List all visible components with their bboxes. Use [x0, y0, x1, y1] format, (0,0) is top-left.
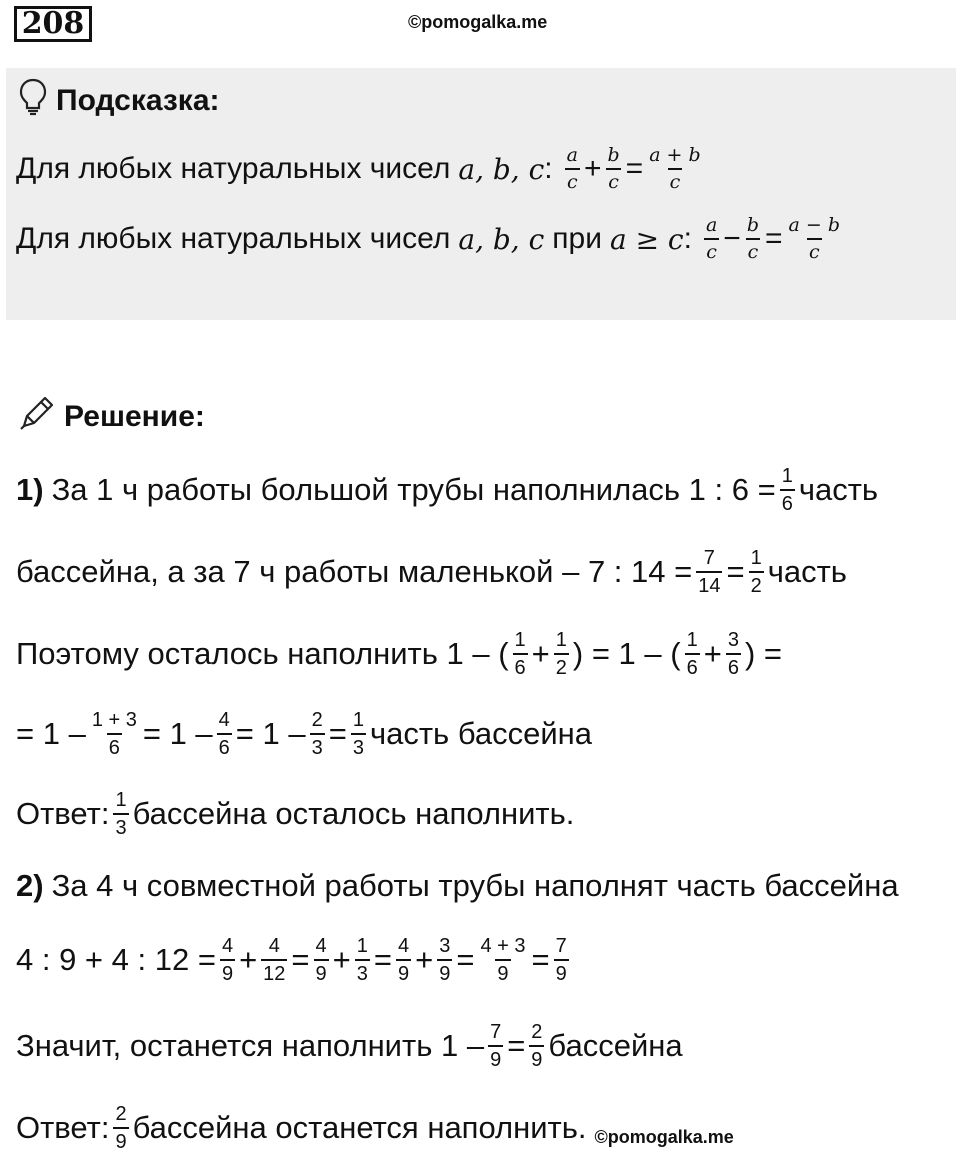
fraction: $\frac{4}{12}$ — [263, 935, 286, 985]
text: 4 : 9 + 4 : 12 = — [16, 942, 216, 977]
problem-number: 208 — [14, 6, 92, 42]
hint-heading — [18, 78, 220, 124]
text: Поэтому осталось наполнить 1 – ( — [16, 636, 509, 671]
text: За 4 ч совместной работы трубы наполнят часть бассейна — [51, 868, 899, 903]
fraction: $\frac{2}{3}$ — [311, 709, 323, 759]
text: часть — [798, 472, 879, 507]
solution-line-7 — [16, 936, 573, 984]
answer-label: Ответ: — [16, 796, 110, 831]
text: Значит, останется наполнить 1 – — [16, 1028, 485, 1063]
operator: − — [723, 222, 741, 255]
step-number: 2) — [16, 868, 44, 903]
fraction: $\frac{a + b}{c}$ — [649, 144, 701, 193]
text: За 1 ч работы большой трубы наполнилась 1 : 6 = — [51, 472, 776, 507]
fraction: $\frac{3}{9}$ — [439, 935, 451, 985]
fraction: $\frac{1}{3}$ — [352, 709, 364, 759]
fraction: $\frac{1}{3}$ — [115, 789, 127, 839]
fraction: $\frac{1}{6}$ — [514, 629, 526, 679]
solution-line-8 — [16, 1022, 683, 1070]
solution-heading — [18, 394, 205, 440]
fraction: $\frac{1 + 3}{6}$ — [91, 709, 137, 759]
fraction: $\frac{4 + 3}{9}$ — [480, 935, 526, 985]
fraction: $\frac{1}{2}$ — [555, 629, 567, 679]
fraction: $\frac{1}{3}$ — [356, 935, 368, 985]
equals: = — [328, 716, 347, 751]
equals: = — [291, 942, 310, 977]
fraction: $\frac{4}{6}$ — [218, 709, 230, 759]
fraction: $\frac{2}{9}$ — [115, 1103, 127, 1153]
operator: + — [703, 636, 722, 671]
text: ) = 1 – ( — [572, 636, 681, 671]
fraction: $\frac{4}{9}$ — [315, 935, 327, 985]
text: = 1 – — [235, 716, 306, 751]
hint-text: Для любых натуральных чисел — [16, 152, 451, 185]
fraction: $\frac{1}{6}$ — [686, 629, 698, 679]
hint-text: Для любых натуральных чисел — [16, 222, 451, 255]
solution-line-2 — [16, 548, 847, 596]
text: бассейна осталось наполнить. — [132, 796, 575, 831]
hint-colon: : — [544, 152, 553, 185]
solution-line-3 — [16, 630, 782, 678]
fraction: $\frac{4}{9}$ — [398, 935, 410, 985]
answer-label: Ответ: — [16, 1110, 110, 1145]
operator: + — [239, 942, 258, 977]
text: = 1 – — [16, 716, 86, 751]
step-number: 1) — [16, 472, 44, 507]
fraction: $\frac{a}{c}$ — [705, 214, 718, 263]
hint-line-2 — [16, 216, 846, 262]
watermark-top: ©pomogalka.me — [408, 12, 548, 32]
watermark-bottom: ©pomogalka.me — [594, 1127, 734, 1147]
hint-title: Подсказка: — [56, 84, 220, 117]
fraction: $\frac{a - b}{c}$ — [788, 214, 841, 263]
fraction: $\frac{7}{9}$ — [490, 1021, 502, 1071]
text: часть — [767, 554, 847, 589]
equals: = — [764, 222, 783, 255]
equals: = — [726, 554, 745, 589]
text: бассейна, а за 7 ч работы маленькой – 7 : 14 = — [16, 554, 693, 589]
solution-line-4 — [16, 710, 592, 758]
hint-line-1 — [16, 146, 707, 192]
fraction: $\frac{1}{6}$ — [781, 465, 793, 515]
solution-answer-2 — [16, 1104, 734, 1152]
fraction: $\frac{7}{9}$ — [555, 935, 567, 985]
equals: = — [507, 1028, 526, 1063]
hint-at: при — [552, 222, 602, 255]
text: часть бассейна — [369, 716, 593, 751]
text: бассейна — [548, 1028, 683, 1063]
equals: = — [531, 942, 550, 977]
operator: + — [583, 152, 602, 185]
solution-line-6 — [16, 868, 899, 904]
operator: + — [332, 942, 351, 977]
hint-condition: a ≥ c — [609, 222, 684, 256]
text: = 1 – — [142, 716, 213, 751]
hint-vars: a, b, c — [458, 152, 545, 186]
solution-line-1 — [16, 466, 878, 514]
lightbulb-icon — [18, 78, 48, 124]
operator: + — [415, 942, 434, 977]
hint-vars: a, b, c — [458, 222, 545, 256]
equals: = — [373, 942, 392, 977]
equals: = — [625, 152, 644, 185]
fraction: $\frac{a}{c}$ — [566, 144, 578, 193]
text: бассейна останется наполнить. — [132, 1110, 587, 1145]
fraction: $\frac{4}{9}$ — [221, 935, 234, 985]
pencil-icon — [18, 394, 56, 440]
equals: = — [456, 942, 475, 977]
fraction: $\frac{2}{9}$ — [531, 1021, 543, 1071]
fraction: $\frac{7}{14}$ — [698, 547, 721, 597]
fraction: $\frac{b}{c}$ — [607, 144, 620, 193]
solution-answer-1 — [16, 790, 574, 838]
hint-colon: : — [683, 222, 692, 255]
fraction: $\frac{3}{6}$ — [727, 629, 739, 679]
fraction: $\frac{1}{2}$ — [750, 547, 762, 597]
solution-title: Решение: — [64, 400, 205, 433]
text: ) = — [744, 636, 782, 671]
operator: + — [531, 636, 550, 671]
fraction: $\frac{b}{c}$ — [746, 214, 759, 263]
